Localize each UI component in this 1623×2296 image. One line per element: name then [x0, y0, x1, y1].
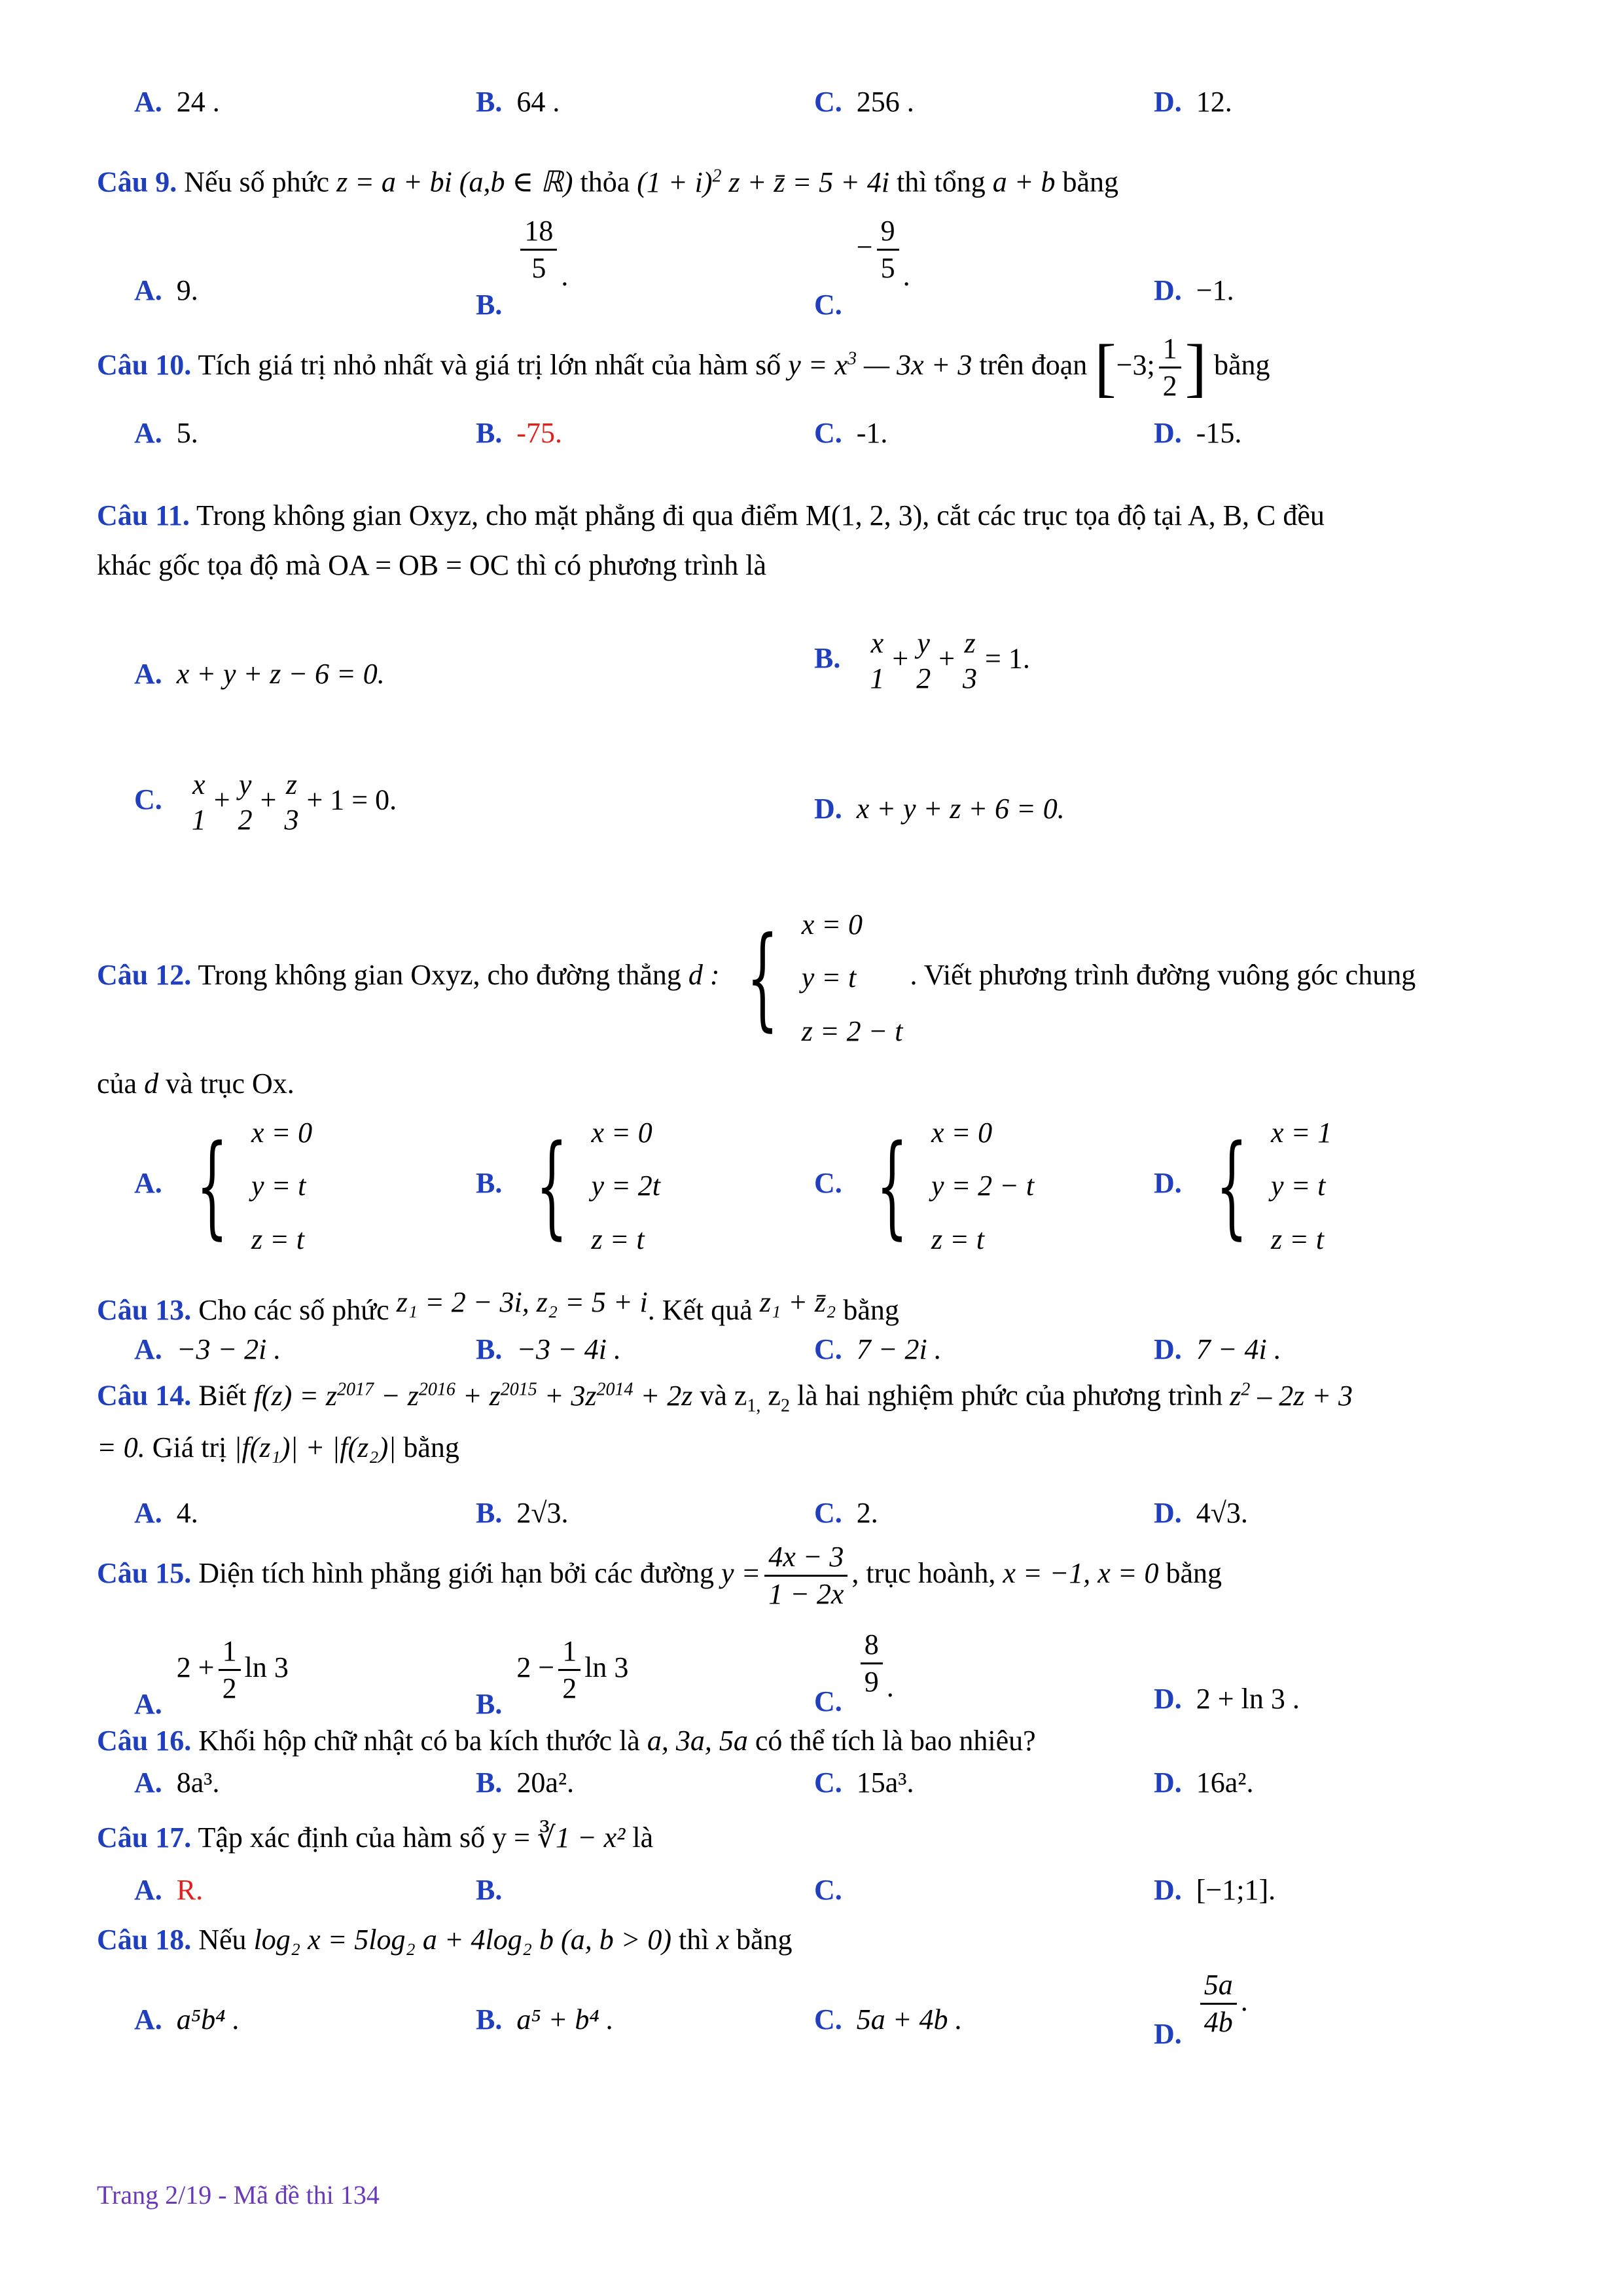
- q12-option-d: D. { x = 1 y = t z = t: [1154, 1117, 1332, 1255]
- question-label: Câu 15.: [97, 1556, 192, 1589]
- option-label: A.: [134, 1874, 162, 1906]
- q8-option-d: [1154, 85, 1232, 120]
- q9-stem: [97, 165, 1118, 200]
- q10-text: trên đoạn: [979, 348, 1088, 381]
- option-fraction: x 1: [191, 768, 206, 836]
- q15-option-b: B.2 − $\frac{1}{2}$ ln 3: [476, 1635, 629, 1720]
- q9-text: thỏa: [580, 166, 630, 198]
- q10-option-d: [1154, 416, 1241, 451]
- option-label: C.: [134, 783, 162, 816]
- q17-option-a: [134, 1873, 203, 1908]
- q13-option-c: [814, 1333, 942, 1367]
- q11-option-c: C. x 1 + y 2 + z 3 + 1 = 0.: [134, 768, 397, 836]
- q14-option-a: [134, 1496, 198, 1531]
- q8-option-c: [814, 85, 914, 120]
- q11-option-d: [814, 792, 1065, 827]
- option-label: D.: [814, 793, 842, 825]
- q9-option-d: [1154, 274, 1234, 308]
- q14-stem-line2: = 0. Giá trị |f(z₁)| + |f(z₂)| bằng: [97, 1431, 459, 1463]
- option-text: 7 − 2i .: [856, 1333, 942, 1365]
- q10-expr: $y = x^3$ — 3x + 3: [788, 348, 972, 381]
- option-fraction: $\frac{8}{9}$: [861, 1630, 883, 1697]
- option-label: C.: [814, 417, 842, 449]
- option-label: C.: [814, 1685, 842, 1717]
- q13-stem: [97, 1286, 899, 1328]
- q9-expr: $(1 + i)^2$ z + z̄ = 5 + 4i: [637, 166, 890, 198]
- q18-option-a: [134, 2003, 240, 2037]
- q12-stem-line2: của d và trục Ox.: [97, 1067, 294, 1100]
- question-label: Câu 10.: [97, 348, 192, 381]
- option-text: 4√3.: [1196, 1497, 1248, 1529]
- option-text: −3 − 4i .: [516, 1333, 621, 1365]
- option-label: C.: [814, 86, 842, 118]
- option-text: 2 + ln 3 .: [1196, 1683, 1300, 1715]
- q13-text: Cho các số phức: [198, 1294, 389, 1326]
- option-label: C.: [814, 1167, 842, 1200]
- q12-text: . Viết phương trình đường vuông góc chung: [910, 959, 1416, 992]
- q10-interval: −3;: [1116, 348, 1155, 381]
- q10-text: bằng: [1213, 348, 1270, 381]
- q17-stem: Câu 17. Tập xác định của hàm số y = ∛1 − x² là: [97, 1821, 654, 1854]
- q16-option-d: [1154, 1766, 1254, 1801]
- q18-option-d: D. $\frac{5a}{4b}$ .: [1154, 1969, 1248, 2050]
- q12-option-c: C. { x = 0 y = 2 − t z = t: [814, 1117, 1035, 1255]
- option-text: x + y + z + 6 = 0.: [856, 793, 1065, 825]
- option-text: 8a³.: [176, 1767, 220, 1799]
- option-label: D.: [1154, 1874, 1182, 1906]
- option-label: B.: [476, 86, 503, 118]
- q9-option-a: [134, 274, 198, 308]
- q14-option-c: [814, 1496, 878, 1531]
- q11-text: Trong không gian Oxyz, cho mặt phẳng đi qua điểm M(1, 2, 3), cắt các trục tọa độ tại A, B, C đều: [196, 499, 1325, 531]
- q11-option-a: [134, 657, 385, 692]
- q15-option-c: C. $\frac{8}{9}$ .: [814, 1628, 894, 1717]
- option-label: D.: [1154, 417, 1182, 449]
- option-label: D.: [1154, 1167, 1182, 1200]
- option-label: B.: [814, 642, 841, 675]
- q18-stem: Câu 18. Nếu log₂ x = 5log₂ a + 4log₂ b (a, b > 0) thì x bằng: [97, 1924, 793, 1956]
- option-text: 64 .: [516, 86, 560, 118]
- q18-option-b: [476, 2003, 614, 2037]
- q13-option-a: [134, 1333, 281, 1367]
- option-label: A.: [134, 274, 162, 306]
- question-label: Câu 9.: [97, 166, 177, 198]
- option-fraction: z 3: [284, 768, 299, 836]
- option-text: 2√3.: [516, 1497, 569, 1529]
- q11-stem-line2: [97, 548, 766, 583]
- option-label: B.: [476, 1333, 503, 1365]
- q10-option-b: [476, 416, 562, 451]
- q12-option-b: B. { x = 0 y = 2t z = t: [476, 1117, 660, 1255]
- q11-option-b: B. x 1 + y 2 + z 3 = 1.: [814, 627, 1030, 695]
- q11-stem-line1: [97, 499, 1325, 533]
- option-label: A.: [134, 658, 162, 690]
- q11-text: khác gốc tọa độ mà OA = OB = OC thì có phương trình là: [97, 549, 767, 581]
- q10-stem: Câu 10. Tích giá trị nhỏ nhất và giá trị lớn nhất của hàm số $y = x^3$ — 3x + 3 trên đoạn [−3; $\frac{1}{2}$ ] bằng: [97, 331, 1270, 404]
- q15-option-d: [1154, 1682, 1300, 1717]
- q8-option-a: [134, 85, 220, 120]
- option-fraction: $\frac{1}{2}$: [219, 1636, 241, 1704]
- q9-option-c: C.− $\frac{9}{5}$ .: [814, 215, 910, 321]
- option-text: 15a³.: [856, 1767, 914, 1799]
- q12-text: Trong không gian Oxyz, cho đường thẳng: [198, 959, 681, 992]
- q9-expr: a + b: [992, 166, 1056, 198]
- option-fraction: y 2: [238, 768, 253, 836]
- option-label: C.: [814, 1767, 842, 1799]
- q9-option-b: B. $\frac{18}{5}$ .: [476, 215, 569, 321]
- q15-fraction: $\frac{4x - 3}{1 - 2x}$: [764, 1542, 847, 1609]
- option-text: x + y + z − 6 = 0.: [176, 658, 385, 690]
- q9-text: Nếu số phức: [184, 166, 330, 198]
- option-label: D.: [1154, 86, 1182, 118]
- option-text: 4.: [176, 1497, 198, 1529]
- option-text: -1.: [856, 417, 888, 449]
- question-label: Câu 11.: [97, 499, 190, 531]
- option-label: A.: [134, 86, 162, 118]
- q15-option-a: A.2 + $\frac{1}{2}$ ln 3: [134, 1635, 289, 1720]
- option-fraction: y 2: [916, 627, 931, 695]
- option-text: 5a + 4b .: [856, 2003, 963, 2036]
- option-label: C.: [814, 2003, 842, 2036]
- page-footer: Trang 2/19 - Mã đề thi 134: [97, 2180, 380, 2210]
- option-label: A.: [134, 1767, 162, 1799]
- q14-option-d: [1154, 1496, 1248, 1531]
- question-label: Câu 17.: [97, 1821, 192, 1854]
- option-label: D.: [1154, 1767, 1182, 1799]
- q16-option-b: [476, 1766, 574, 1801]
- q16-option-a: [134, 1766, 220, 1801]
- option-label: A.: [134, 1333, 162, 1365]
- q12-option-a: A. { x = 0 y = t z = t: [134, 1117, 313, 1255]
- q18-option-c: [814, 2003, 962, 2037]
- question-label: Câu 13.: [97, 1294, 192, 1326]
- option-label: D.: [1154, 2017, 1182, 2050]
- q10-text: Tích giá trị nhỏ nhất và giá trị lớn nhất của hàm số: [198, 348, 781, 381]
- option-text: 24 .: [176, 86, 220, 118]
- option-fraction: $\frac{18}{5}$: [520, 216, 557, 283]
- option-label: D.: [1154, 1333, 1182, 1365]
- option-label: B.: [476, 1767, 503, 1799]
- option-label: C.: [814, 1333, 842, 1365]
- option-label: D.: [1154, 1497, 1182, 1529]
- option-text: 12.: [1196, 86, 1232, 118]
- q17-option-d: [1154, 1873, 1275, 1908]
- option-text: −1.: [1196, 274, 1234, 306]
- q15-stem: Câu 15. Diện tích hình phẳng giới hạn bởi các đường y = $\frac{4x - 3}{1 - 2x}$ , trục hoành, x = −1, x = 0 bằng: [97, 1541, 1222, 1611]
- option-label: C.: [814, 1874, 842, 1906]
- option-fraction: $\frac{5a}{4b}$: [1200, 1970, 1237, 2037]
- option-text: 256 .: [856, 86, 914, 118]
- q9-text: thì tổng: [897, 166, 986, 198]
- question-label: Câu 12.: [97, 959, 192, 992]
- option-fraction: z 3: [963, 627, 978, 695]
- option-text: 5.: [176, 417, 198, 449]
- q12-stem: [97, 898, 1416, 1058]
- q10-option-c: [814, 416, 887, 451]
- q10-interval-fraction: $\frac{1}{2}$: [1159, 334, 1181, 401]
- q17-expr: ∛1 − x²: [537, 1821, 626, 1854]
- q17-option-b: [476, 1873, 516, 1908]
- option-label: B.: [476, 2003, 503, 2036]
- option-fraction: $\frac{1}{2}$: [558, 1636, 580, 1704]
- q14-expr: |f(z₁)| + |f(z₂)|: [234, 1431, 397, 1463]
- option-label: C.: [814, 288, 842, 321]
- option-fraction: x 1: [870, 627, 885, 695]
- q13-option-b: [476, 1333, 621, 1367]
- option-text: 7 − 4i .: [1196, 1333, 1281, 1365]
- q14-option-b: [476, 1496, 569, 1531]
- q13-expr: z₁ = 2 − 3i, z₂ = 5 + i: [396, 1286, 648, 1318]
- q18-expr: log₂ x = 5log₂ a + 4log₂ b (a, b > 0): [253, 1924, 672, 1956]
- option-text: 2.: [856, 1497, 878, 1529]
- option-label: B.: [476, 417, 503, 449]
- option-label: D.: [1154, 1683, 1182, 1715]
- q10-option-a: [134, 416, 198, 451]
- option-label: B.: [476, 1687, 503, 1720]
- question-label: Câu 14.: [97, 1379, 192, 1412]
- q16-stem: Câu 16. Khối hộp chữ nhật có ba kích thước là a, 3a, 5a có thể tích là bao nhiêu?: [97, 1725, 1036, 1757]
- q8-option-b: [476, 85, 560, 120]
- q9-expr: z = a + bi (a,b ∈ ℝ): [336, 166, 573, 198]
- option-label: C.: [814, 1497, 842, 1529]
- option-text: a⁵b⁴ .: [176, 2003, 240, 2036]
- q13-expr: z₁ + z̄₂: [759, 1286, 836, 1318]
- option-label: A.: [134, 1687, 162, 1720]
- q13-text: bằng: [843, 1294, 899, 1326]
- option-text: 20a².: [516, 1767, 575, 1799]
- option-text: R.: [176, 1874, 204, 1906]
- option-label: B.: [476, 1167, 503, 1200]
- q13-option-d: [1154, 1333, 1281, 1367]
- q9-text: bằng: [1062, 166, 1118, 198]
- option-text: 9.: [176, 274, 198, 306]
- question-label: Câu 18.: [97, 1924, 192, 1956]
- q14-expr: $f(z) = z^{2017} - z^{2016} + z^{2015} + 3z^{2014} + 2z$: [253, 1379, 693, 1412]
- option-fraction: $\frac{9}{5}$: [877, 216, 899, 283]
- option-label: B.: [476, 1497, 503, 1529]
- q14-stem: Câu 14. Biết $f(z) = z^{2017} - z^{2016} + z^{2015} + 3z^{2014} + 2z$ và $z_{1,}$ $z_2$ là hai nghiệm phức của phương trình $z^2 - 2z + 3$: [97, 1379, 1353, 1416]
- option-text: −3 − 2i .: [176, 1333, 281, 1365]
- option-text: -75.: [516, 417, 563, 449]
- q16-option-c: [814, 1766, 914, 1801]
- option-text: a⁵ + b⁴ .: [516, 2003, 614, 2036]
- option-text: 16a².: [1196, 1767, 1254, 1799]
- option-label: D.: [1154, 274, 1182, 306]
- option-label: B.: [476, 288, 503, 321]
- q17-option-c: [814, 1873, 857, 1908]
- q12-line-name: d :: [688, 959, 720, 992]
- q13-text: . Kết quả: [647, 1294, 753, 1326]
- option-label: A.: [134, 1167, 162, 1200]
- option-label: B.: [476, 1874, 503, 1906]
- question-label: Câu 16.: [97, 1725, 192, 1757]
- option-label: A.: [134, 2003, 162, 2036]
- option-text: [−1;1].: [1196, 1874, 1276, 1906]
- option-label: A.: [134, 417, 162, 449]
- q12-system: { x = 0 y = t z = 2 − t: [746, 908, 903, 1047]
- option-label: A.: [134, 1497, 162, 1529]
- option-text: -15.: [1196, 417, 1242, 449]
